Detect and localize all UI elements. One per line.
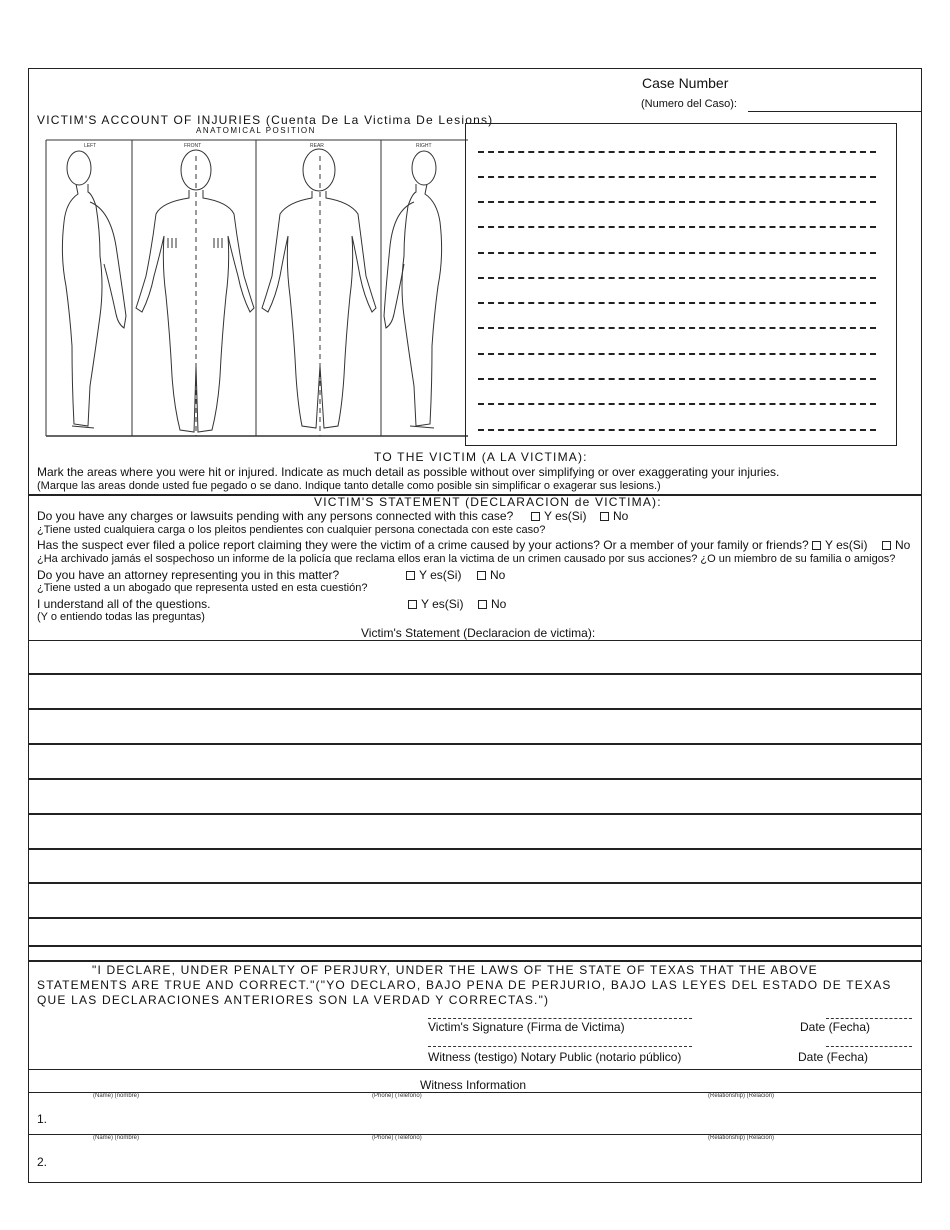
witness-signature-line[interactable] <box>428 1046 692 1047</box>
witness-title: Witness Information <box>420 1078 527 1092</box>
q2-yes-option[interactable]: Y es(Si) <box>812 538 867 552</box>
injury-line[interactable] <box>478 403 876 405</box>
injury-line[interactable] <box>478 327 876 329</box>
date2-label: Date (Fecha) <box>798 1050 869 1064</box>
q3-no-checkbox[interactable] <box>477 571 486 580</box>
injury-line[interactable] <box>478 277 876 279</box>
view-label-rear: REAR <box>310 143 324 149</box>
injury-line[interactable] <box>478 378 876 380</box>
statement-line[interactable] <box>28 640 922 641</box>
statement-line[interactable] <box>28 945 922 947</box>
name-caption: (Name) (nombre) <box>93 1093 140 1099</box>
q2-text-es: ¿Ha archivado jamás el sospechoso un informe de la policía que reclama ellos eran la victima de un crimen causado por sus acciones? ¿O un miembro de su familia o amigos? <box>37 553 896 565</box>
case-number-sub: (Numero del Caso): <box>641 98 737 110</box>
statement-title: VICTIM'S STATEMENT (DECLARACION de VICTIMA): <box>314 495 662 509</box>
q4-yes-checkbox[interactable] <box>408 600 417 609</box>
q1-text-en: Do you have any charges or lawsuits pending with any persons connected with this case? <box>37 509 514 523</box>
q2-no-option[interactable]: No <box>882 538 910 552</box>
view-label-right: RIGHT <box>416 143 432 149</box>
q4-text-en: I understand all of the questions. <box>37 597 211 611</box>
statement-line[interactable] <box>28 882 922 884</box>
anatomical-title: ANATOMICAL POSITION <box>196 126 316 135</box>
statement-line[interactable] <box>28 708 922 710</box>
witness-row-1[interactable] <box>60 1100 910 1130</box>
q1-text-es: ¿Tiene usted cualquiera carga o los pleitos pendientes con cualquier persona conectada con este caso? <box>37 524 546 536</box>
date1-line[interactable] <box>826 1018 912 1019</box>
statement-line[interactable] <box>28 848 922 850</box>
statement-line[interactable] <box>28 778 922 780</box>
injuries-title: VICTIM'S ACCOUNT OF INJURIES (Cuenta De La Victima De Lesions) <box>37 113 494 127</box>
date1-label: Date (Fecha) <box>800 1020 871 1034</box>
q2-text-en: Has the suspect ever filed a police report claiming they were the victim of a crime caused by your actions? Or a member of your family or friends? <box>37 538 809 552</box>
injury-instruction-en: Mark the areas where you were hit or injured. Indicate as much detail as possible without over simplifying or over exaggerating your injuries. <box>37 465 780 479</box>
q1-no-checkbox[interactable] <box>600 512 609 521</box>
q1-no-option[interactable]: No <box>600 509 628 523</box>
statement-line[interactable] <box>28 673 922 675</box>
injury-line[interactable] <box>478 429 876 431</box>
relationship-caption: (Relationship) (Relacion) <box>708 1135 775 1141</box>
statement-label: Victim's Statement (Declaracion de victima): <box>361 626 596 640</box>
injury-line[interactable] <box>478 176 876 178</box>
to-victim-heading: TO THE VICTIM (A LA VICTIMA): <box>374 450 588 464</box>
q4-no-checkbox[interactable] <box>478 600 487 609</box>
injury-line[interactable] <box>478 252 876 254</box>
case-number-label: Case Number <box>642 75 729 91</box>
q3-yes-option[interactable]: Y es(Si) <box>406 568 461 582</box>
body-right-view <box>384 151 442 428</box>
q3-no-option[interactable]: No <box>477 568 505 582</box>
injury-line[interactable] <box>478 353 876 355</box>
q3-text-en: Do you have an attorney representing you in this matter? <box>37 568 340 582</box>
case-number-input[interactable] <box>748 111 922 112</box>
witness-row-1-label: 1. <box>37 1112 48 1126</box>
date2-line[interactable] <box>826 1046 912 1047</box>
victim-signature-label: Victim's Signature (Firma de Victima) <box>428 1020 625 1034</box>
body-front-view <box>136 150 254 436</box>
view-label-left: LEFT <box>84 143 97 149</box>
injury-line[interactable] <box>478 151 876 153</box>
injury-line[interactable] <box>478 226 876 228</box>
statement-line[interactable] <box>28 813 922 815</box>
witness-table-top <box>28 1092 922 1093</box>
witness-signature-label: Witness (testigo) Notary Public (notario público) <box>428 1050 682 1064</box>
q1-yes-checkbox[interactable] <box>531 512 540 521</box>
q3-text-es: ¿Tiene usted a un abogado que representa usted en esta cuestión? <box>37 582 368 594</box>
phone-caption: (Phone) (Telefono) <box>372 1093 422 1099</box>
injury-line[interactable] <box>478 201 876 203</box>
relationship-caption: (Relationship) (Relacion) <box>708 1093 775 1099</box>
victim-signature-line[interactable] <box>428 1018 692 1019</box>
witness-divider <box>28 1069 922 1070</box>
q3-yes-checkbox[interactable] <box>406 571 415 580</box>
witness-row-2[interactable] <box>60 1142 910 1178</box>
q4-text-es: (Y o entiendo todas las preguntas) <box>37 611 205 623</box>
body-left-view <box>62 151 126 428</box>
witness-row-divider <box>28 1134 922 1135</box>
q1-yes-option[interactable]: Y es(Si) <box>531 509 586 523</box>
injury-line[interactable] <box>478 302 876 304</box>
body-diagram[interactable] <box>44 136 468 444</box>
q2-no-checkbox[interactable] <box>882 541 891 550</box>
q4-no-option[interactable]: No <box>478 597 506 611</box>
injury-instruction-es: (Marque las areas donde usted fue pegado o se dano. Indique tanto detalle como posible sin simplificar o exagerar sus lesions.) <box>37 480 661 492</box>
statement-line[interactable] <box>28 917 922 919</box>
statement-line[interactable] <box>28 743 922 745</box>
q4-yes-option[interactable]: Y es(Si) <box>408 597 463 611</box>
name-caption: (Name) (nombre) <box>93 1135 140 1141</box>
q2-yes-checkbox[interactable] <box>812 541 821 550</box>
statement-line[interactable] <box>28 960 922 962</box>
declaration-text: "I DECLARE, UNDER PENALTY OF PERJURY, UNDER THE LAWS OF THE STATE OF TEXAS THAT THE ABOVE STATEMENTS ARE TRUE AND CORRECT."("YO DECLARO, BAJO PENA DE PERJURIO, BAJO LAS LEYES DEL ESTADO DE TEXAS QUE LAS DECLARACIONES ANTERIORES SON LA VERDAD Y CORRECTAS.") <box>37 963 892 1007</box>
view-label-front: FRONT <box>184 143 202 149</box>
injury-description-box[interactable] <box>465 123 897 446</box>
body-rear-view <box>262 149 376 436</box>
witness-row-2-label: 2. <box>37 1155 48 1169</box>
phone-caption: (Phone) (Telefono) <box>372 1135 422 1141</box>
